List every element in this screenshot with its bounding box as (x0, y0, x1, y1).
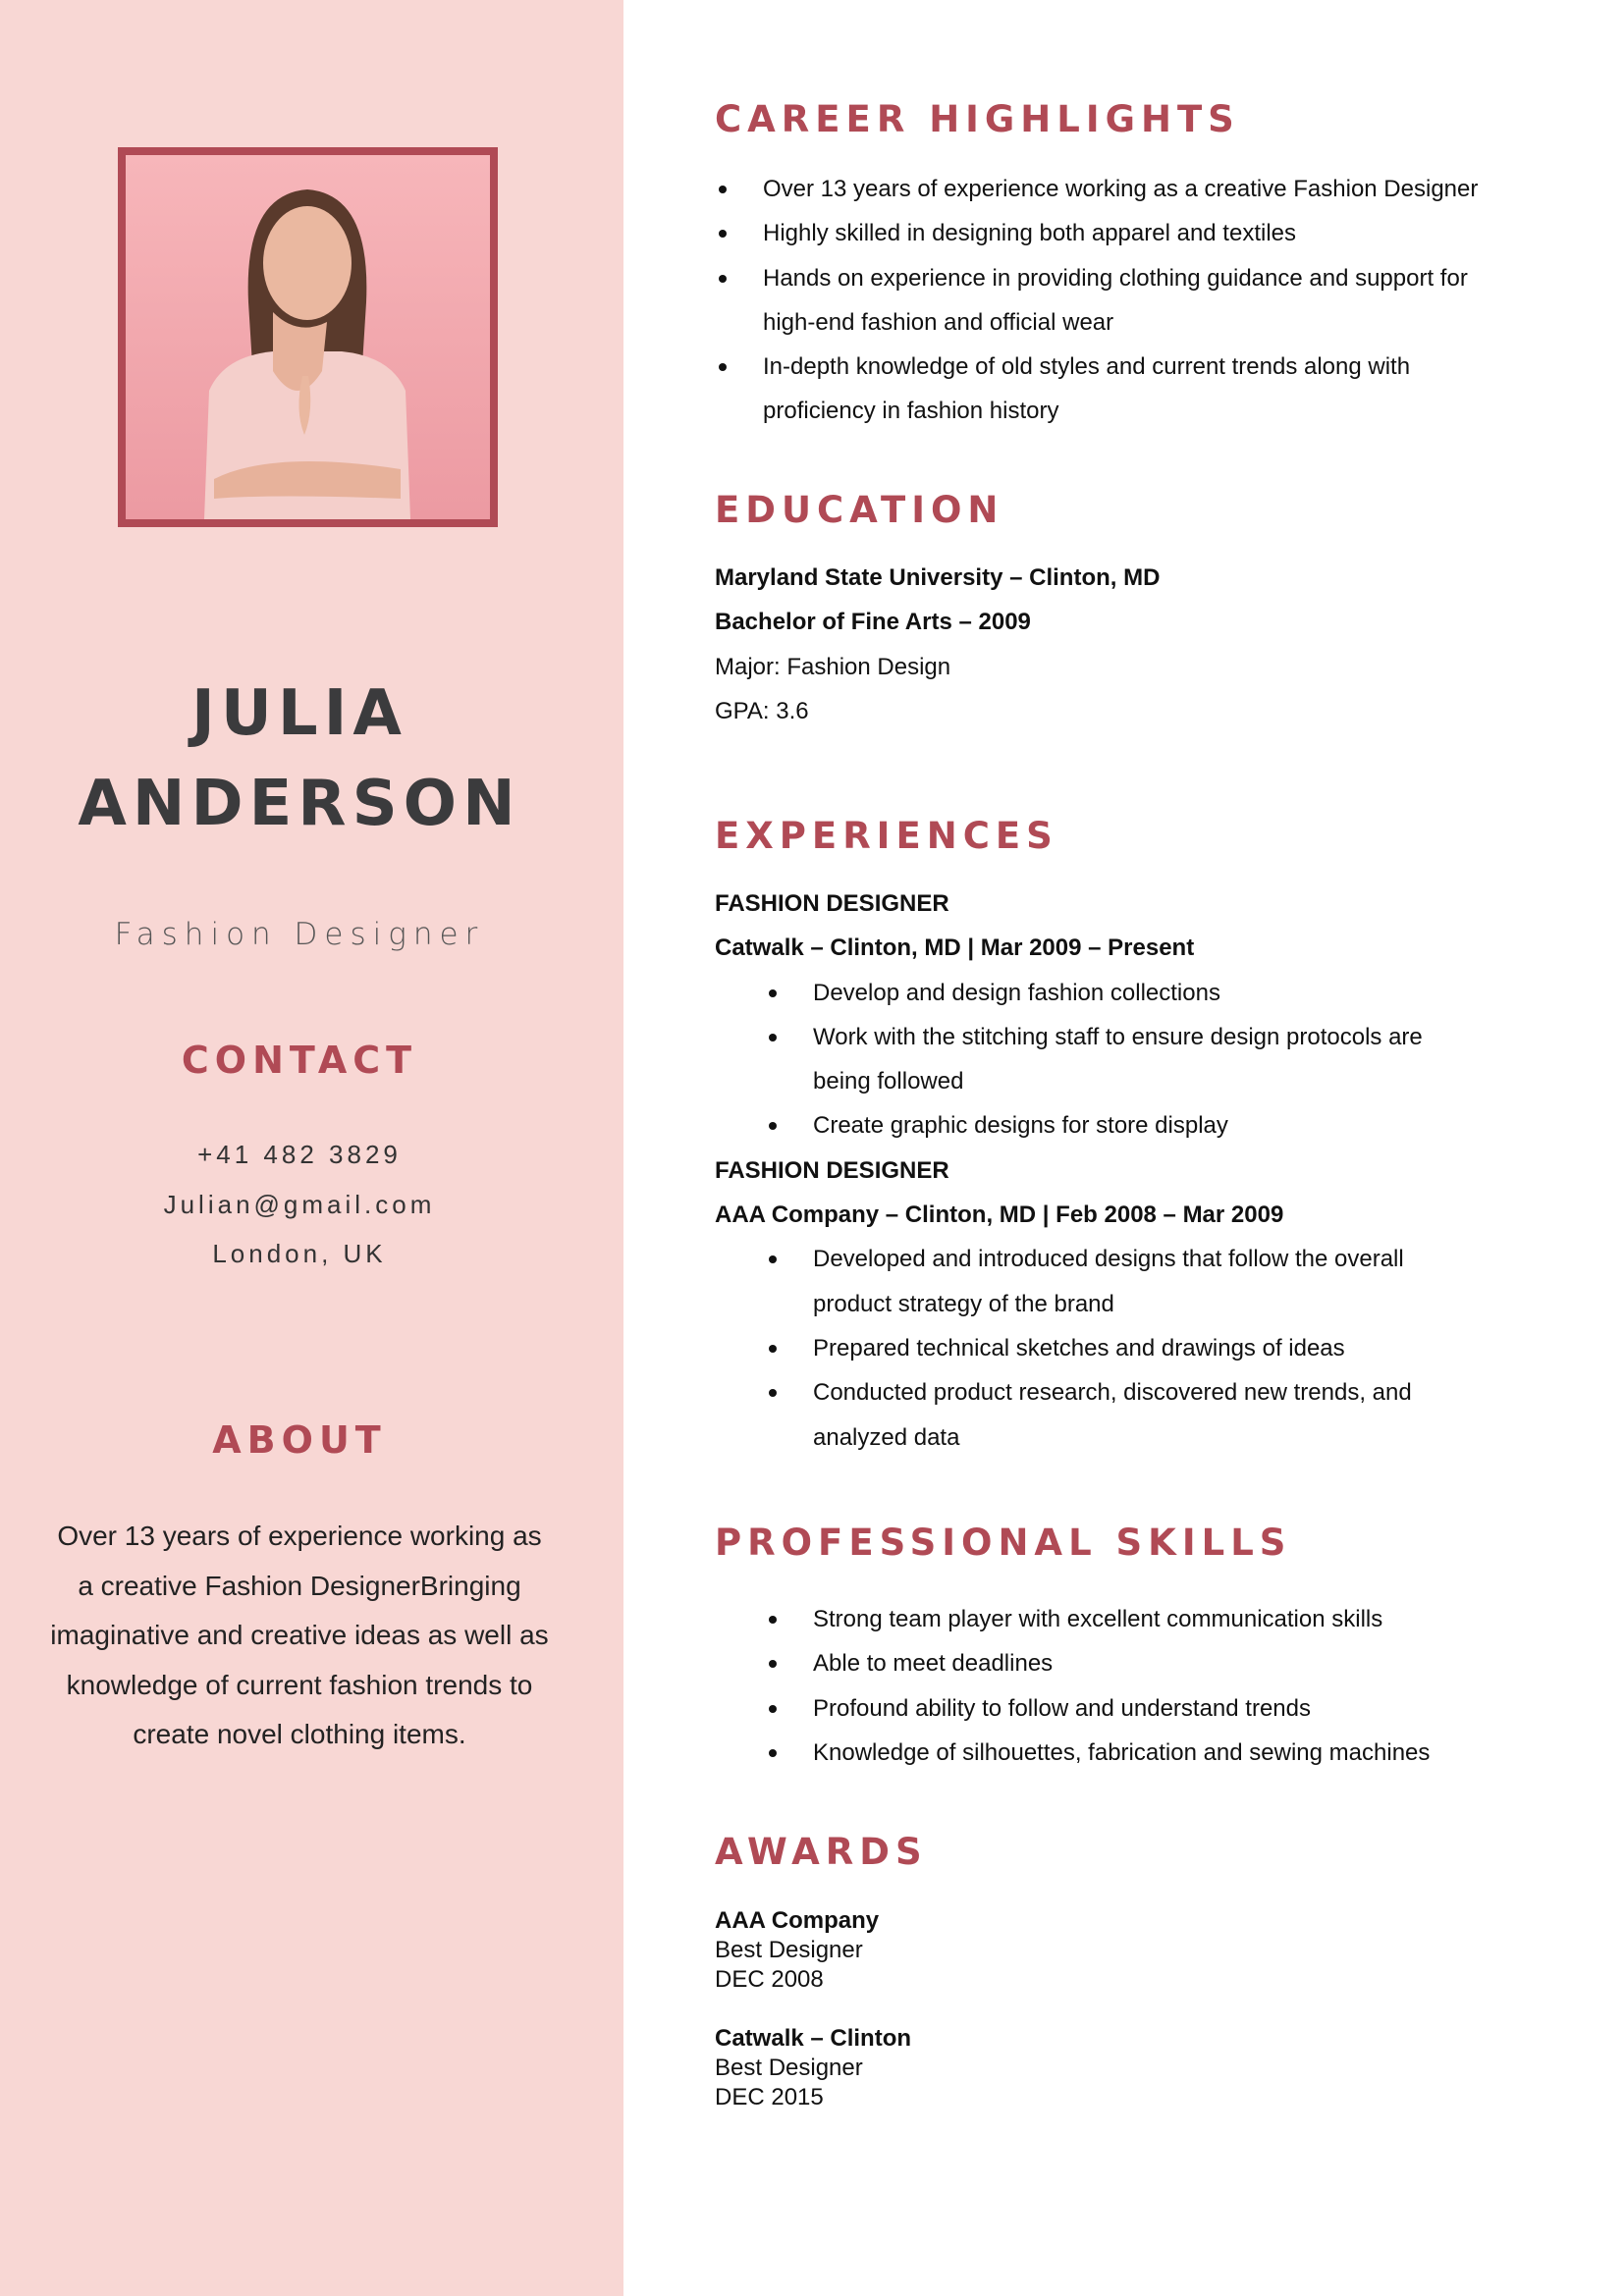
contact-phone: +41 482 3829 (197, 1140, 402, 1169)
job-company: AAA Company – Clinton, MD | Feb 2008 – Mar 2009 (715, 1201, 1284, 1229)
education-gpa: GPA: 3.6 (715, 697, 809, 724)
contact-location: London, UK (212, 1239, 387, 1268)
education-heading: EDUCATION (715, 489, 1004, 531)
award-title: Best Designer (715, 1937, 863, 1963)
job-title: FASHION DESIGNER (715, 1156, 949, 1184)
contact-heading: CONTACT (181, 1039, 418, 1082)
sidebar (0, 0, 623, 2296)
list-item: Over 13 years of experience working as a creative Fashion Designer (715, 167, 1520, 211)
awards-heading: AWARDS (715, 1831, 928, 1873)
education-block (715, 556, 1559, 733)
list-item: Work with the stitching staff to ensure design protocols are being followed (715, 1015, 1481, 1104)
list-item: Prepared technical sketches and drawings of ideas (715, 1326, 1481, 1370)
first-name: JULIA (191, 677, 407, 750)
job-title: Fashion Designer (114, 917, 485, 952)
award-date: DEC 2015 (715, 2084, 824, 2110)
career-heading: CAREER HIGHLIGHTS (715, 98, 1240, 140)
list-item: Able to meet deadlines (715, 1641, 1559, 1685)
award-org: Catwalk – Clinton (715, 2025, 912, 2052)
list-item: Develop and design fashion collections (715, 971, 1481, 1015)
list-item: Strong team player with excellent communication skills (715, 1597, 1559, 1641)
list-item: Conducted product research, discovered new trends, and analyzed data (715, 1370, 1481, 1460)
list-item: Knowledge of silhouettes, fabrication and sewing machines (715, 1731, 1559, 1775)
education-degree: Bachelor of Fine Arts – 2009 (715, 609, 1031, 636)
award-org: AAA Company (715, 1907, 880, 1934)
job-title: FASHION DESIGNER (715, 890, 949, 917)
list-item: Hands on experience in providing clothing guidance and support for high-end fashion and official wear (715, 256, 1520, 346)
about-heading: ABOUT (212, 1418, 387, 1462)
education-major: Major: Fashion Design (715, 653, 951, 680)
about-text: Over 13 years of experience working as a creative Fashion DesignerBringing imaginative and creative ideas as well as knowledge of current fashion trends to create novel clothing items. (50, 1521, 549, 1749)
last-name: ANDERSON (78, 768, 521, 840)
portrait-image (126, 155, 490, 519)
list-item: Developed and introduced designs that follow the overall product strategy of the brand (715, 1237, 1481, 1326)
award-title: Best Designer (715, 2055, 863, 2081)
award-date: DEC 2008 (715, 1966, 824, 1993)
list-item: Create graphic designs for store display (715, 1103, 1481, 1148)
list-item: Highly skilled in designing both apparel and textiles (715, 211, 1520, 255)
award-item (715, 2024, 1559, 2112)
experiences-heading: EXPERIENCES (715, 815, 1058, 857)
education-school: Maryland State University – Clinton, MD (715, 564, 1161, 591)
skills-heading: PROFESSIONAL SKILLS (715, 1522, 1292, 1564)
profile-photo (118, 147, 498, 527)
experiences-block (715, 881, 1481, 1460)
skills-list (715, 1597, 1559, 1775)
list-item: Profound ability to follow and understand trends (715, 1686, 1559, 1731)
list-item: In-depth knowledge of old styles and current trends along with proficiency in fashion history (715, 345, 1520, 434)
award-item (715, 1906, 1559, 1995)
career-list (715, 167, 1520, 434)
contact-email[interactable]: Julian@gmail.com (163, 1190, 436, 1219)
job-company: Catwalk – Clinton, MD | Mar 2009 – Present (715, 934, 1195, 962)
